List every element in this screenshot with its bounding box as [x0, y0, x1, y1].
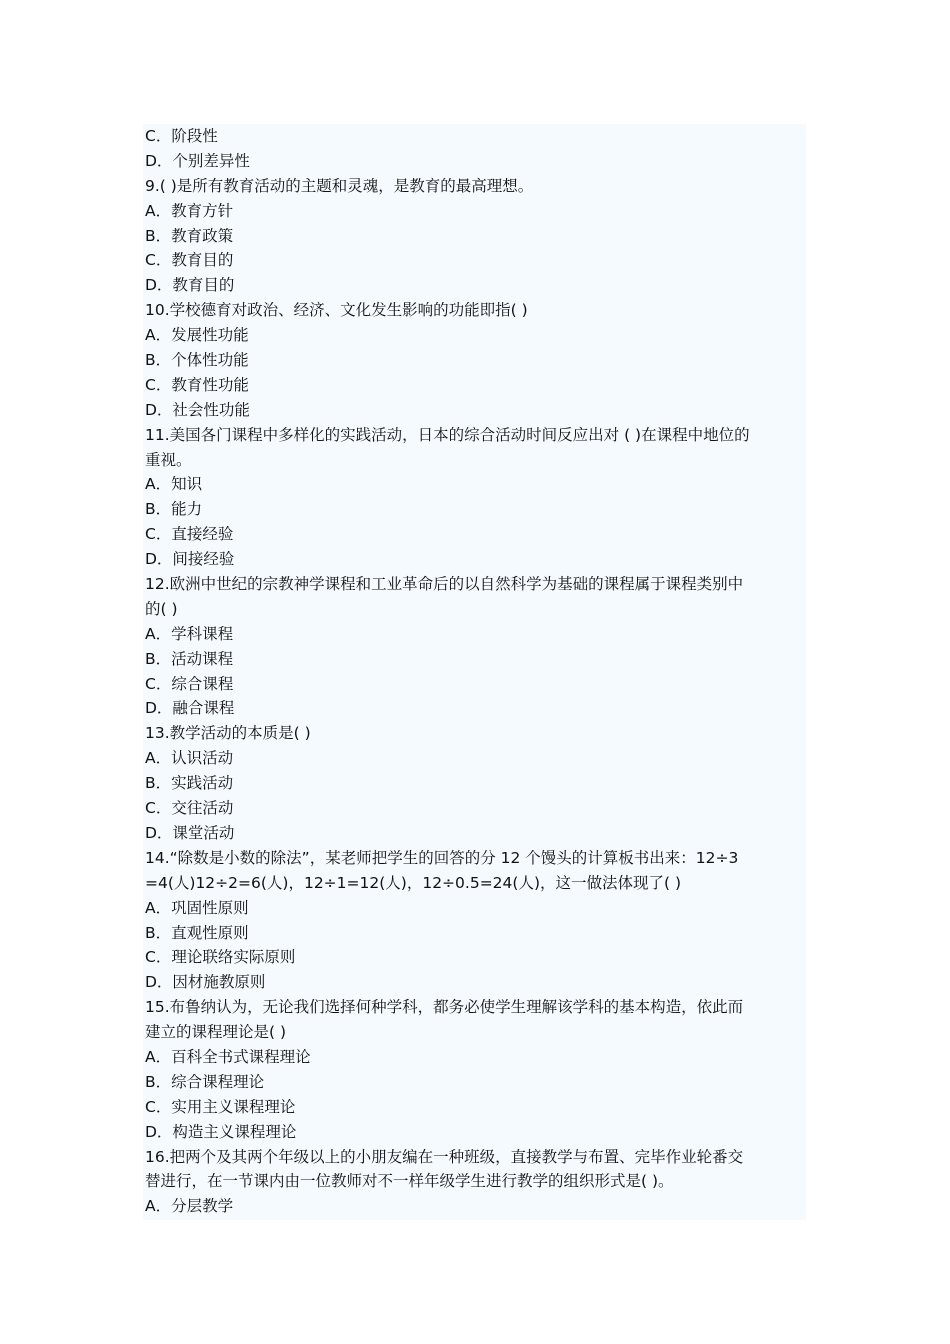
exam-text [145, 124, 807, 1219]
option-line: B．综合课程理论 [145, 1072, 265, 1091]
option-line: C．交往活动 [145, 799, 234, 818]
question-line: 16.把两个及其两个年级以上的小朋友编在一种班级，直接教学与布置、完毕作业轮番交 [145, 1147, 744, 1166]
option-line: B．直观性原则 [145, 923, 249, 942]
option-line: D．间接经验 [145, 550, 235, 569]
option-line: C．实用主义课程理论 [145, 1097, 296, 1116]
option-line: A．分层教学 [145, 1197, 234, 1216]
option-line: C．综合课程 [145, 674, 234, 693]
option-line: B．活动课程 [145, 649, 234, 668]
question-line: 11.美国各门课程中多样化的实践活动，日本的综合活动时间反应出对 ( )在课程中地位的 [145, 425, 750, 444]
option-line: B．教育政策 [145, 226, 234, 245]
question-line: 替进行，在一节课内由一位教师对不一样年级学生进行教学的组织形式是( )。 [145, 1172, 674, 1191]
option-line: B．实践活动 [145, 774, 234, 793]
option-line: D．课堂活动 [145, 823, 235, 842]
option-line: A．百科全书式课程理论 [145, 1047, 311, 1066]
option-line: A．认识活动 [145, 749, 234, 768]
option-line: A．知识 [145, 475, 203, 494]
option-line: A．发展性功能 [145, 326, 249, 345]
option-line: C．直接经验 [145, 525, 234, 544]
question-line: 的( ) [145, 599, 178, 618]
question-line: 10.学校德育对政治、经济、文化发生影响的功能即指( ) [145, 301, 528, 320]
option-line: C．理论联络实际原则 [145, 948, 296, 967]
option-line: D．融合课程 [145, 699, 235, 718]
question-line: 13.教学活动的本质是( ) [145, 724, 311, 743]
option-line: D．教育目的 [145, 276, 235, 295]
option-line: C．教育目的 [145, 251, 234, 270]
option-line: D．构造主义课程理论 [145, 1122, 297, 1141]
question-line: 9.( )是所有教育活动的主题和灵魂，是教育的最高理想。 [145, 176, 534, 195]
option-line: D．社会性功能 [145, 400, 250, 419]
question-line: 12.欧洲中世纪的宗教神学课程和工业革命后的以自然科学为基础的课程属于课程类别中 [145, 575, 744, 594]
option-line: C．阶段性 [145, 127, 218, 145]
option-line: B．个体性功能 [145, 351, 249, 370]
document-content [143, 124, 806, 1220]
question-line: 15.布鲁纳认为，无论我们选择何种学科，都务必使学生理解该学科的基本构造，依此而 [145, 998, 744, 1017]
option-line: A．学科课程 [145, 624, 234, 643]
option-line: D．个别差异性 [145, 151, 250, 170]
option-line: D．因材施教原则 [145, 973, 266, 992]
question-line: 14.“除数是小数的除法”，某老师把学生的回答的分 12 个馒头的计算板书出来：12÷3 [145, 848, 739, 867]
question-line: 建立的课程理论是( ) [145, 1023, 287, 1042]
option-line: A．教育方针 [145, 201, 234, 220]
question-line: 重视。 [145, 450, 192, 469]
option-line: A．巩固性原则 [145, 898, 249, 917]
option-line: B．能力 [145, 500, 203, 519]
question-line: =4(人)12÷2=6(人)，12÷1=12(人)，12÷0.5=24(人)，这一做法体现了( ) [145, 873, 682, 892]
option-line: C．教育性功能 [145, 375, 249, 394]
